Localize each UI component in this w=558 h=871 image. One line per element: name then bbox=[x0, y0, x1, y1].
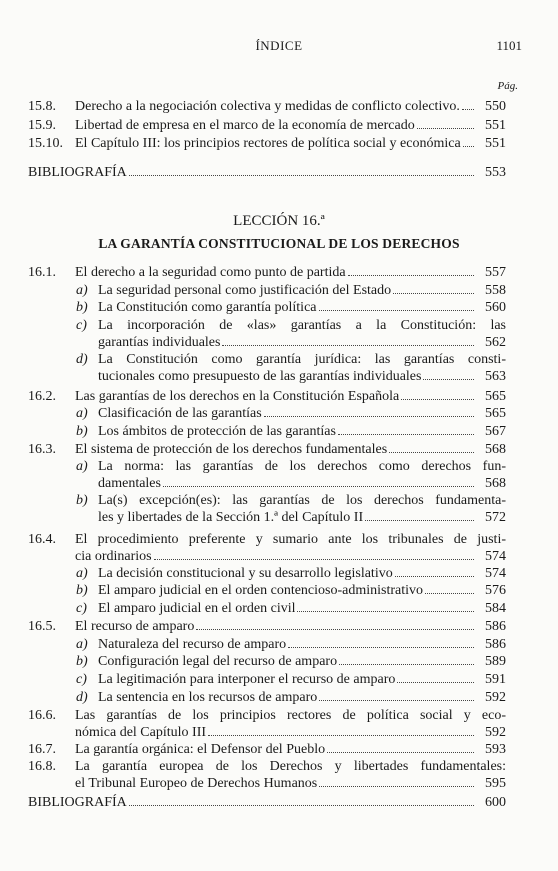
toc-entry bbox=[28, 388, 506, 405]
toc-entry-text: El Capítulo III: los principios rectores de política social y económica bbox=[75, 136, 461, 151]
dot-leader bbox=[163, 486, 474, 487]
dot-leader bbox=[327, 752, 474, 753]
dot-leader bbox=[338, 434, 474, 435]
toc-entry bbox=[28, 707, 506, 741]
toc-entry-text: La decisión constitucional y su desarrollo legislativo bbox=[98, 566, 393, 581]
toc-entry-letter: b) bbox=[76, 493, 88, 508]
toc-entry bbox=[28, 458, 506, 492]
toc-entry-page: 568 bbox=[485, 442, 506, 457]
toc-entry-number: 16.2. bbox=[28, 389, 56, 404]
toc-entry-page: 592 bbox=[485, 725, 506, 740]
dot-leader bbox=[423, 379, 474, 380]
toc-entry-page: 557 bbox=[485, 265, 506, 280]
toc-entry-text: les y libertades de la Sección 1.ª del Capítulo II bbox=[98, 510, 364, 525]
toc-entry-text: La(s) excepción(es): las garantías de los derechos fundamenta- bbox=[98, 493, 506, 508]
toc-entry-text: BIBLIOGRAFÍA bbox=[28, 165, 127, 180]
toc-entry-letter: a) bbox=[76, 406, 88, 421]
dot-leader bbox=[288, 647, 474, 648]
toc-entry bbox=[28, 565, 506, 582]
toc-entry-letter: a) bbox=[76, 283, 88, 298]
page-header bbox=[0, 38, 558, 56]
dot-leader bbox=[389, 452, 474, 453]
toc-entry bbox=[28, 758, 506, 792]
toc-entry-text: damentales bbox=[98, 476, 161, 491]
toc-entry bbox=[28, 264, 506, 281]
toc-entry-page: 574 bbox=[485, 566, 506, 581]
toc-entry-letter: b) bbox=[76, 424, 88, 439]
dot-leader bbox=[196, 629, 474, 630]
toc-entry-text: Derecho a la negociación colectiva y medidas de conflicto colectivo. bbox=[75, 99, 460, 114]
dot-leader bbox=[319, 786, 474, 787]
toc-entry-text: Naturaleza del recurso de amparo bbox=[98, 637, 287, 652]
toc-entry-page: 562 bbox=[485, 335, 506, 350]
toc-entry-page: 600 bbox=[485, 795, 506, 810]
toc-entry bbox=[28, 98, 506, 115]
toc-entry-page: 563 bbox=[485, 369, 506, 384]
toc-entry-letter: a) bbox=[76, 637, 88, 652]
dot-leader bbox=[395, 576, 474, 577]
dot-leader bbox=[297, 611, 474, 612]
dot-leader bbox=[417, 128, 474, 129]
toc-entry bbox=[28, 618, 506, 635]
toc-entry-page: 574 bbox=[485, 549, 506, 564]
toc-entry-letter: c) bbox=[76, 318, 87, 333]
toc-entry-text: La Constitución como garantía política bbox=[98, 300, 317, 315]
toc-entry-number: 16.5. bbox=[28, 619, 56, 634]
toc-entry-letter: d) bbox=[76, 352, 88, 367]
toc-entry-text: el Tribunal Europeo de Derechos Humanos bbox=[75, 776, 318, 791]
dot-leader bbox=[348, 275, 474, 276]
toc-entry-text: nómica del Capítulo III bbox=[75, 725, 207, 740]
toc-entry-text: El sistema de protección de los derechos fundamentales bbox=[75, 442, 388, 457]
toc-entry-text: El recurso de amparo bbox=[75, 619, 195, 634]
toc-entry-text: La incorporación de «las» garantías a la Constitución: las bbox=[98, 318, 506, 333]
toc-entry-number: 16.7. bbox=[28, 742, 56, 757]
toc-entry bbox=[28, 689, 506, 706]
toc-entry-page: 553 bbox=[485, 165, 506, 180]
toc-entry-page: 591 bbox=[485, 672, 506, 687]
toc-entry bbox=[28, 600, 506, 617]
toc-entry bbox=[28, 423, 506, 440]
toc-entry bbox=[28, 441, 506, 458]
toc-entry-text: La garantía orgánica: el Defensor del Pueblo bbox=[75, 742, 326, 757]
toc-entry bbox=[28, 299, 506, 316]
toc-entry-number: 16.1. bbox=[28, 265, 56, 280]
toc-entry bbox=[28, 653, 506, 670]
toc-entry-text: La norma: las garantías de los derechos como derechos fun- bbox=[98, 459, 506, 474]
toc-entry-number: 15.8. bbox=[28, 99, 56, 114]
dot-leader bbox=[393, 293, 474, 294]
toc-entry-text: La Constitución como garantía jurídica: las garantías consti- bbox=[98, 352, 506, 367]
toc-entry-text: Configuración legal del recurso de amparo bbox=[98, 654, 338, 669]
toc-entry-text: El derecho a la seguridad como punto de partida bbox=[75, 265, 346, 280]
toc-entry-page: 568 bbox=[485, 476, 506, 491]
toc-entry-letter: b) bbox=[76, 583, 88, 598]
toc-entry-text: tucionales como presupuesto de las garantías individuales bbox=[98, 369, 422, 384]
toc-entry-letter: a) bbox=[76, 566, 88, 581]
dot-leader bbox=[154, 559, 474, 560]
toc-entry bbox=[28, 531, 506, 565]
dot-leader bbox=[129, 805, 474, 806]
dot-leader bbox=[208, 735, 474, 736]
toc-entry bbox=[28, 741, 506, 758]
toc-entry-page: 584 bbox=[485, 601, 506, 616]
toc-entry-number: 16.4. bbox=[28, 532, 56, 547]
toc-entry-page: 593 bbox=[485, 742, 506, 757]
dot-leader bbox=[401, 399, 474, 400]
dot-leader bbox=[397, 682, 474, 683]
toc-entry-text: La seguridad personal como justificación del Estado bbox=[98, 283, 392, 298]
toc-entry-number: 16.6. bbox=[28, 708, 56, 723]
toc-entry bbox=[28, 794, 506, 811]
toc-entry-page: 595 bbox=[485, 776, 506, 791]
toc-entry-page: 565 bbox=[485, 406, 506, 421]
toc-entry-letter: c) bbox=[76, 672, 87, 687]
toc-entry-number: 15.10. bbox=[28, 136, 63, 151]
toc-entry-letter: b) bbox=[76, 300, 88, 315]
toc-entry-page: 558 bbox=[485, 283, 506, 298]
toc-entry bbox=[28, 351, 506, 385]
toc-entry bbox=[28, 492, 506, 526]
toc-entry-text: garantías individuales bbox=[98, 335, 221, 350]
toc-entry-page: 567 bbox=[485, 424, 506, 439]
toc-entry-number: 15.9. bbox=[28, 118, 56, 133]
header-title: ÍNDICE bbox=[255, 38, 303, 53]
toc-entry-page: 586 bbox=[485, 619, 506, 634]
lesson-subtitle: LA GARANTÍA CONSTITUCIONAL DE LOS DERECHOS bbox=[98, 236, 460, 251]
toc-entry-text: El procedimiento preferente y sumario ante los tribunales de justi- bbox=[75, 532, 506, 547]
dot-leader bbox=[463, 146, 474, 147]
dot-leader bbox=[319, 310, 475, 311]
toc-entry-text: cia ordinarios bbox=[75, 549, 152, 564]
toc-entry-text: Libertad de empresa en el marco de la economía de mercado bbox=[75, 118, 415, 133]
toc-entry-text: La legitimación para interponer el recurso de amparo bbox=[98, 672, 396, 687]
toc-entry-page: 565 bbox=[485, 389, 506, 404]
toc-entry-text: Los ámbitos de protección de las garantías bbox=[98, 424, 336, 439]
toc-entry bbox=[28, 317, 506, 351]
toc-entry-text: BIBLIOGRAFÍA bbox=[28, 795, 127, 810]
toc-entry bbox=[28, 405, 506, 422]
toc-entry bbox=[28, 582, 506, 599]
dot-leader bbox=[365, 520, 474, 521]
dot-leader bbox=[264, 416, 474, 417]
toc-entry-number: 16.3. bbox=[28, 442, 56, 457]
toc-entry-letter: b) bbox=[76, 654, 88, 669]
toc-entry-page: 550 bbox=[485, 99, 506, 114]
toc-entry bbox=[28, 282, 506, 299]
page-column-label: Pág. bbox=[497, 80, 518, 92]
toc-entry-page: 592 bbox=[485, 690, 506, 705]
toc-entry-page: 576 bbox=[485, 583, 506, 598]
toc-entry bbox=[28, 164, 506, 181]
toc-entry-number: 16.8. bbox=[28, 759, 56, 774]
toc-entry-text: El amparo judicial en el orden contencioso-administrativo bbox=[98, 583, 424, 598]
toc-entry-text: La garantía europea de los Derechos y libertades fundamentales: bbox=[75, 759, 506, 774]
dot-leader bbox=[339, 664, 474, 665]
toc-entry bbox=[28, 671, 506, 688]
toc-entry-page: 560 bbox=[485, 300, 506, 315]
toc-entry-letter: c) bbox=[76, 601, 87, 616]
dot-leader bbox=[129, 175, 474, 176]
toc-entry-text: Las garantías de los derechos en la Constitución Española bbox=[75, 389, 400, 404]
dot-leader bbox=[222, 345, 474, 346]
toc-entry bbox=[28, 117, 506, 134]
toc-entry bbox=[28, 135, 506, 152]
toc-entry bbox=[28, 636, 506, 653]
toc-entry-text: Las garantías de los principios rectores de política social y eco- bbox=[75, 708, 506, 723]
dot-leader bbox=[462, 109, 474, 110]
dot-leader bbox=[319, 700, 474, 701]
toc-entry-page: 551 bbox=[485, 118, 506, 133]
toc-entry-page: 589 bbox=[485, 654, 506, 669]
toc-entry-text: Clasificación de las garantías bbox=[98, 406, 262, 421]
toc-entry-page: 572 bbox=[485, 510, 506, 525]
toc-entry-text: El amparo judicial en el orden civil bbox=[98, 601, 296, 616]
toc-entry-page: 551 bbox=[485, 136, 506, 151]
header-page-number: 1101 bbox=[496, 38, 522, 53]
toc-entry-page: 586 bbox=[485, 637, 506, 652]
toc-entry-text: La sentencia en los recursos de amparo bbox=[98, 690, 318, 705]
dot-leader bbox=[425, 593, 474, 594]
toc-entry-letter: a) bbox=[76, 459, 88, 474]
toc-entry-letter: d) bbox=[76, 690, 88, 705]
lesson-title: LECCIÓN 16.ª bbox=[233, 213, 325, 229]
